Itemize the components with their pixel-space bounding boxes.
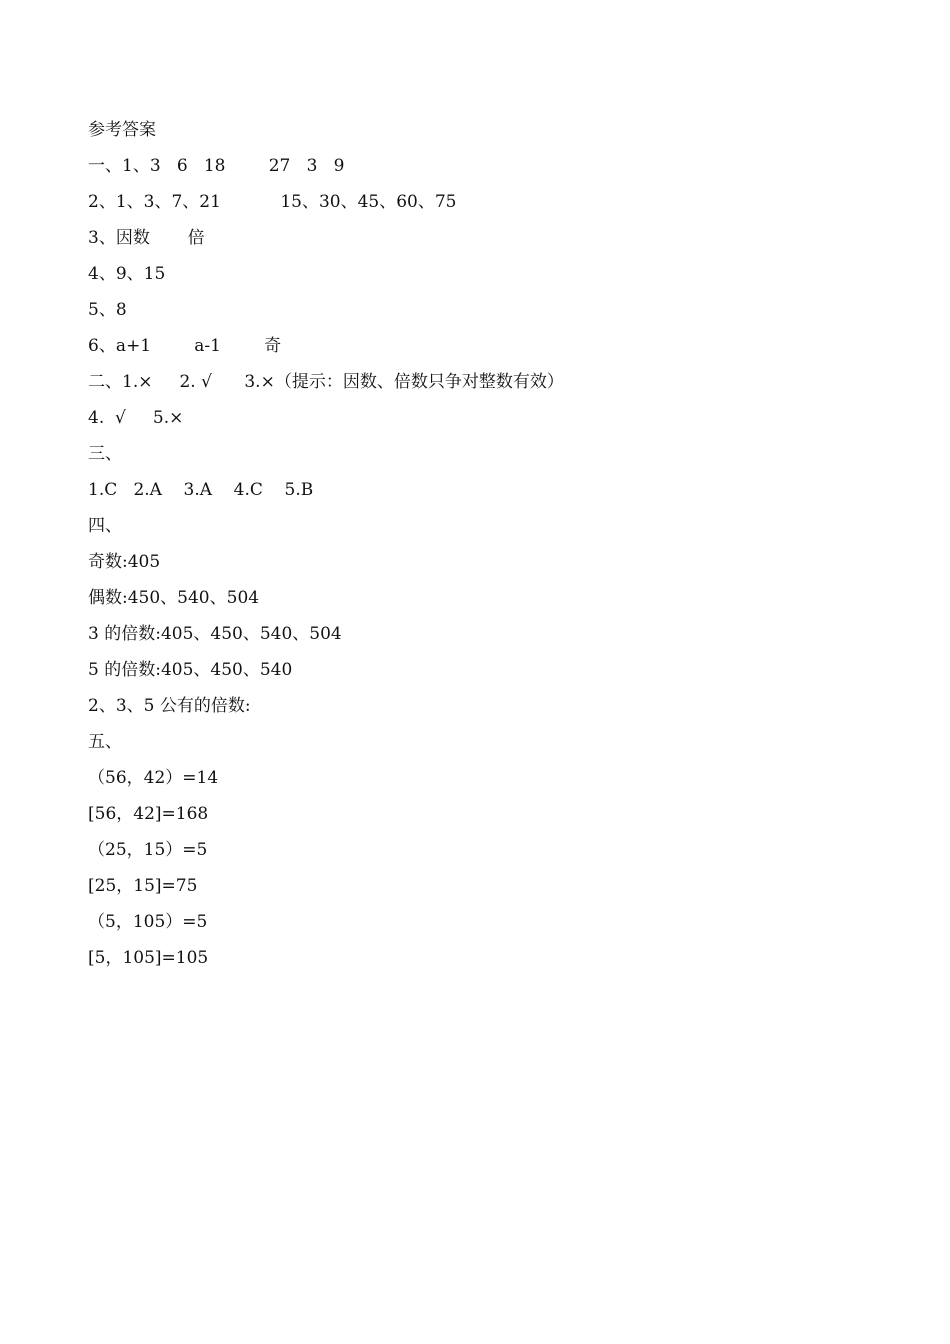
answer-line-1-5: 5、8 [88, 300, 127, 320]
section-3-heading: 三、 [88, 444, 122, 464]
answer-line-lcm-25-15: [25，15]=75 [88, 876, 198, 896]
answer-line-1-6: 6、a+1 a-1 奇 [88, 336, 282, 356]
answer-line-3: 1.C 2.A 3.A 4.C 5.B [88, 480, 314, 500]
answer-line-gcd-5-105: （5，105）=5 [88, 912, 208, 932]
answer-line-common-multiple: 2、3、5 公有的倍数: [88, 696, 251, 716]
answer-line-2-a: 二、1.× 2. √ 3.×（提示：因数、倍数只争对整数有效） [88, 372, 564, 392]
answer-line-lcm-56-42: [56，42]=168 [88, 804, 209, 824]
answer-line-1-4: 4、9、15 [88, 264, 166, 284]
answer-line-gcd-25-15: （25，15）=5 [88, 840, 208, 860]
answer-title: 参考答案 [88, 120, 156, 140]
answer-line-1-1: 一、1、3 6 18 27 3 9 [88, 156, 345, 176]
answer-line-lcm-5-105: [5，105]=105 [88, 948, 209, 968]
answer-line-odd: 奇数:405 [88, 552, 161, 572]
answer-line-multiple-3: 3 的倍数:405、450、540、504 [88, 624, 342, 644]
answer-line-gcd-56-42: （56，42）=14 [88, 768, 219, 788]
answer-line-2-b: 4. √ 5.× [88, 408, 184, 428]
answer-line-even: 偶数:450、540、504 [88, 588, 260, 608]
section-4-heading: 四、 [88, 516, 122, 536]
answer-line-1-3: 3、因数 倍 [88, 228, 205, 248]
answer-key [88, 112, 868, 976]
section-5-heading: 五、 [88, 732, 122, 752]
answer-line-multiple-5: 5 的倍数:405、450、540 [88, 660, 293, 680]
answer-line-1-2: 2、1、3、7、21 15、30、45、60、75 [88, 192, 457, 212]
